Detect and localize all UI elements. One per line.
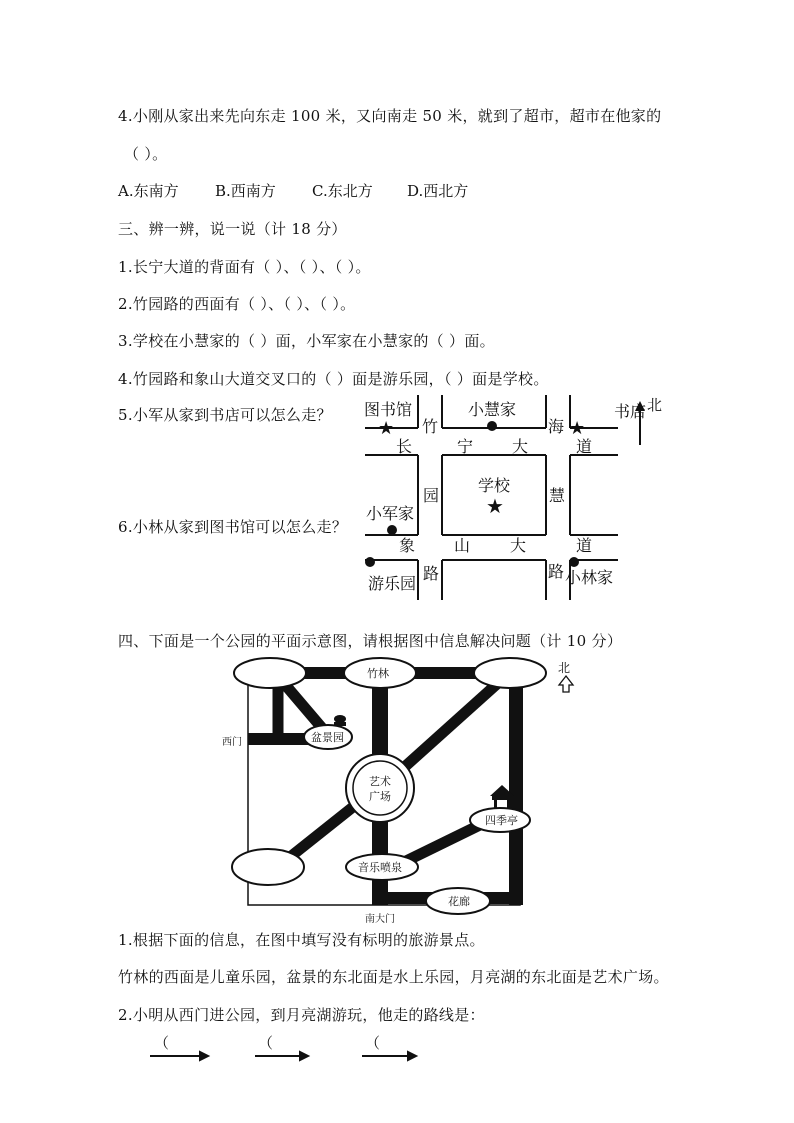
section-4-question-1: 1.根据下面的信息，在图中填写没有标明的旅游景点。: [118, 931, 485, 949]
option-b: B.西南方: [215, 182, 276, 200]
road-xiangshan-char-3: 大: [510, 536, 527, 555]
road-haihui-char-1: 海: [548, 417, 565, 436]
xiaohui-home-label: 小慧家: [468, 400, 517, 419]
library-label: 图书馆: [364, 400, 413, 419]
park-north-label: 北: [558, 661, 571, 675]
section-4-title: 四、下面是一个公园的平面示意图，请根据图中信息解决问题（计 10 分）: [118, 632, 623, 650]
north-label: 北: [647, 396, 663, 414]
school-label: 学校: [478, 476, 511, 495]
bookstore-label: 书店: [614, 402, 647, 421]
section-3-question-5: 5.小军从家到书店可以怎么走？: [118, 406, 332, 424]
corridor-label: 花廊: [448, 895, 470, 908]
section-3-question-6: 6.小林从家到图书馆可以怎么走？: [118, 518, 348, 536]
road-xiangshan-char-4: 道: [576, 536, 593, 555]
section-3-question-2: 2.竹园路的西面有（ ）、（ ）、（ ）。: [118, 295, 356, 313]
west-gate-label: 西门: [222, 737, 242, 748]
bonsai-tree-icon: [334, 715, 346, 726]
road-zhuyuan-char-2: 园: [423, 486, 440, 505]
road-zhuyuan-char-3: 路: [423, 564, 440, 583]
road-changning-char-2: 宁: [457, 437, 474, 456]
art-square-label-1: 艺术: [369, 775, 391, 788]
amusement-park-dot: [365, 557, 375, 567]
bottom-left-spot: [232, 849, 304, 885]
road-changning-char-1: 长: [396, 437, 413, 456]
section-4-question-2: 2.小明从西门进公园，到月亮湖游玩，他走的路线是：: [118, 1006, 485, 1024]
xiaojun-home-dot: [387, 525, 397, 535]
street-map: [360, 395, 670, 600]
option-d: D.西北方: [407, 182, 469, 200]
top-left-spot: [234, 658, 306, 688]
road-changning-char-4: 道: [576, 437, 593, 456]
fountain-label: 音乐喷泉: [358, 861, 402, 874]
section-3-question-4: 4.竹园路和象山大道交叉口的（ ）面是游乐园，（ ）面是学校。: [118, 370, 549, 388]
bookstore-star-icon: ★: [569, 418, 586, 439]
question-4-answer-blank: （ ）。: [124, 145, 168, 163]
south-gate-label: 南大门: [365, 914, 395, 925]
xiaolin-home-label: 小林家: [565, 568, 614, 587]
art-square-inner: [353, 761, 407, 815]
road-xiangshan-char-1: 象: [399, 536, 416, 555]
road-changning-char-3: 大: [512, 437, 529, 456]
route-blank-3: （: [365, 1034, 381, 1052]
road-haihui-char-2: 慧: [549, 486, 566, 505]
road-haihui-char-3: 路: [548, 562, 565, 581]
bonsai-label: 盆景园: [311, 731, 344, 744]
amusement-park-label: 游乐园: [368, 574, 417, 593]
bamboo-label: 竹林: [367, 667, 389, 680]
question-4-line-1: 4.小刚从家出来先向东走 100 米，又向南走 50 米，就到了超市，超市在他家的: [118, 107, 662, 125]
park-map: [220, 655, 590, 925]
north-arrow-icon: [559, 676, 573, 692]
route-blank-2: （: [258, 1034, 274, 1052]
school-star-icon: ★: [486, 494, 504, 518]
library-star-icon: ★: [378, 418, 395, 439]
art-square-label-2: 广场: [369, 790, 391, 803]
route-arrows: [148, 1048, 428, 1064]
option-a: A.东南方: [118, 182, 179, 200]
road-xiangshan-char-2: 山: [454, 536, 471, 555]
xiaojun-home-label: 小军家: [366, 504, 415, 523]
route-blank-1: （: [154, 1034, 170, 1052]
section-3-title: 三、辨一辨，说一说（计 18 分）: [118, 220, 347, 238]
xiaolin-home-dot: [569, 557, 579, 567]
xiaohui-home-dot: [487, 421, 497, 431]
section-4-question-1-info: 竹林的西面是儿童乐园，盆景的东北面是水上乐园，月亮湖的东北面是艺术广场。: [118, 968, 669, 986]
option-c: C.东北方: [312, 182, 373, 200]
section-3-question-1: 1.长宁大道的背面有（ ）、（ ）、（ ）。: [118, 258, 371, 276]
top-right-spot: [474, 658, 546, 688]
road-zhuyuan-char-1: 竹: [422, 417, 439, 436]
section-3-question-3: 3.学校在小慧家的（ ）面，小军家在小慧家的（ ）面。: [118, 332, 495, 350]
pavilion-label: 四季亭: [485, 814, 518, 827]
